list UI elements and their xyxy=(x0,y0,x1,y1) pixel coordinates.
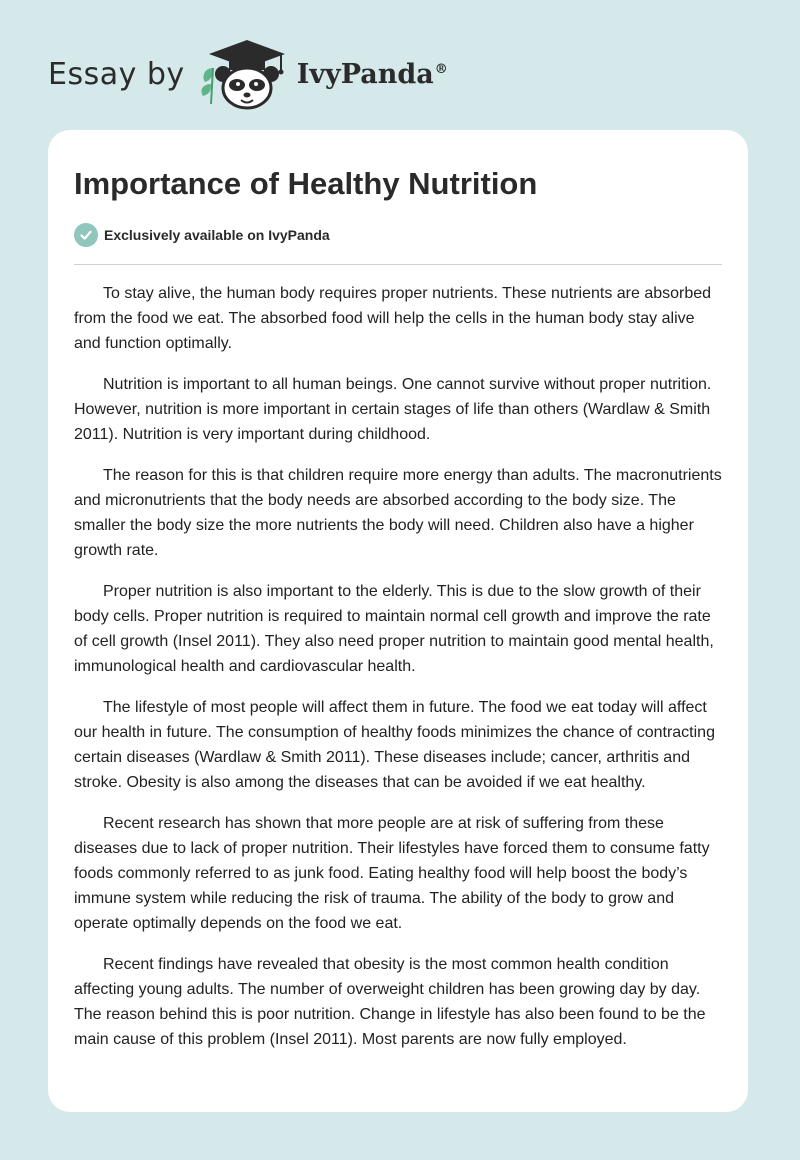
brand-name[interactable] xyxy=(297,59,448,90)
paragraph: Nutrition is important to all human beings. One cannot survive without proper nutrition. However, nutrition is more important in certain stages of life than others (Wardlaw & Smith 2011). Nutrition is very important during childhood. xyxy=(74,376,712,443)
panda-graduation-cap-icon[interactable] xyxy=(199,38,295,110)
paragraph: Recent research has shown that more people are at risk of suffering from these diseases due to lack of proper nutrition. Their lifestyles have forced them to consume fatty foods commonly referred to as junk food. Eating healthy food will help boost the body’s immune system while reducing the risk of trauma. The ability of the body to grow and operate optimally depends on the food we eat. xyxy=(74,815,710,932)
brand-header xyxy=(48,34,448,114)
brand-name-text: IvyPanda xyxy=(296,58,434,90)
registered-mark: ® xyxy=(434,61,448,77)
essay-card xyxy=(48,130,748,1112)
page-title: Importance of Healthy Nutrition xyxy=(74,166,538,201)
exclusive-label: Exclusively available on IvyPanda xyxy=(104,227,330,243)
check-circle-icon xyxy=(74,223,98,247)
divider xyxy=(74,264,722,265)
paragraph: Proper nutrition is also important to the elderly. This is due to the slow growth of their body cells. Proper nutrition is required to maintain normal cell growth and improve the rate of cell growth (Insel 2011). They also need proper nutrition to maintain good mental health, immunological health and cardiovascular health. xyxy=(74,583,714,675)
essay-body xyxy=(74,281,722,1052)
exclusive-badge xyxy=(74,222,722,248)
paragraph: Recent findings have revealed that obesity is the most common health condition affecting young adults. The number of overweight children has been growing day by day. The reason behind this is poor nutrition. Change in lifestyle has also been found to be the main cause of this problem (Insel 2011). Most parents are now fully employed. xyxy=(74,956,706,1048)
paragraph: The lifestyle of most people will affect them in future. The food we eat today will affect our health in future. The consumption of healthy foods minimizes the chance of contracting certain diseases (Wardlaw & Smith 2011). These diseases include; cancer, arthritis and stroke. Obesity is also among the diseases that can be avoided if we eat healthy. xyxy=(74,699,715,791)
paragraph: To stay alive, the human body requires proper nutrients. These nutrients are absorbed from the food we eat. The absorbed food will help the cells in the human body stay alive and function optimally. xyxy=(74,285,712,352)
paragraph: The reason for this is that children require more energy than adults. The macronutrients and micronutrients that the body needs are absorbed according to the body size. The smaller the body size the more nutrients the body will need. Children also have a higher growth rate. xyxy=(74,467,722,559)
brand-prefix: Essay by xyxy=(48,56,185,92)
